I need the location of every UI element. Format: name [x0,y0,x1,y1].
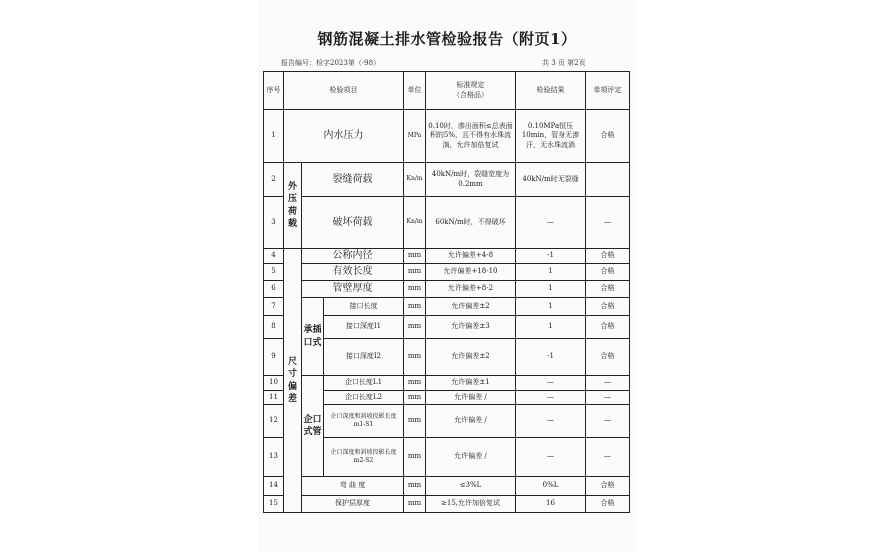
row-item: 内水压力 [284,110,404,163]
header-standard-line2: （合格品） [453,90,488,99]
row-number: 9 [264,339,284,376]
header-verdict: 单项评定 [586,72,630,110]
row-number: 10 [264,376,284,391]
row-unit: MPa [404,110,426,163]
row-result: 1 [516,264,586,281]
row-result: — [516,391,586,405]
row-unit: mm [404,298,426,316]
row-number: 6 [264,281,284,298]
row-verdict: 合格 [586,496,630,513]
row-unit: mm [404,438,426,477]
row-standard: 允许偏差 / [426,391,516,405]
row-number: 8 [264,316,284,339]
row-unit: mm [404,477,426,496]
group-dimension-deviation: 尺寸偏差 [284,249,302,513]
table-row [264,496,630,513]
row-verdict: — [586,391,630,405]
row-number: 4 [264,249,284,264]
row-result: — [516,376,586,391]
row-standard: 允许偏差 / [426,405,516,438]
report-number: 报告编号：检字2023第（-98） [281,59,381,67]
row-verdict [586,163,630,197]
row-result: -1 [516,249,586,264]
table-row [264,110,630,163]
row-item: 接口深度I2 [324,339,404,376]
report-title: 钢筋混凝土排水管检验报告（附页1） [317,30,577,48]
row-number: 3 [264,197,284,249]
row-standard: 允许偏差+4-8 [426,249,516,264]
row-item: 企口深度和斜坡投影长度m1-S1 [324,405,404,438]
row-unit: mm [404,249,426,264]
page-info: 共 3 页 第2页 [542,59,586,67]
row-verdict: — [586,376,630,391]
row-item: 企口长度L2 [324,391,404,405]
header-unit: 单位 [404,72,426,110]
row-standard: 允许偏差+18-10 [426,264,516,281]
row-unit: mm [404,376,426,391]
row-unit: mm [404,339,426,376]
row-verdict: 合格 [586,316,630,339]
row-unit: Kn/m [404,163,426,197]
row-item: 破坏荷载 [302,197,404,249]
row-verdict: 合格 [586,339,630,376]
row-number: 15 [264,496,284,513]
header-seq: 序号 [264,72,284,110]
row-result: 40kN/m时无裂缝 [516,163,586,197]
row-verdict: — [586,405,630,438]
row-unit: mm [404,391,426,405]
row-item: 接口深度I1 [324,316,404,339]
row-result: -1 [516,339,586,376]
row-standard: 允许偏差 / [426,438,516,477]
row-result: — [516,197,586,249]
row-item: 保护层厚度 [302,496,404,513]
row-standard: 允许偏差+8-2 [426,281,516,298]
table-row [264,298,630,316]
row-standard: ≥15,允许加倍复试 [426,496,516,513]
row-result: 1 [516,281,586,298]
row-verdict: — [586,197,630,249]
row-verdict: 合格 [586,110,630,163]
row-result: — [516,405,586,438]
row-standard: ≤3%L [426,477,516,496]
row-item: 管壁厚度 [302,281,404,298]
row-standard: 允许偏差±2 [426,298,516,316]
row-item: 裂缝荷载 [302,163,404,197]
row-result: 16 [516,496,586,513]
row-verdict: 合格 [586,249,630,264]
header-row [264,72,630,110]
group-external-load: 外压荷载 [284,163,302,249]
table-row [264,281,630,298]
row-verdict: 合格 [586,477,630,496]
header-standard [426,72,516,110]
row-number: 13 [264,438,284,477]
row-number: 11 [264,391,284,405]
row-number: 1 [264,110,284,163]
row-verdict: 合格 [586,298,630,316]
row-number: 7 [264,298,284,316]
row-result: 1 [516,316,586,339]
group-notch-type: 企口式管 [302,376,324,477]
table-row [264,249,630,264]
row-number: 2 [264,163,284,197]
table-row [264,376,630,391]
row-verdict: 合格 [586,264,630,281]
row-verdict: 合格 [586,281,630,298]
row-standard: 允许偏差±1 [426,376,516,391]
row-standard: 0.10时，渗出面积≤总表面积的5%，且不得有水珠流淌，允许加倍复试 [426,110,516,163]
group-socket-type: 承插口式 [302,298,324,376]
header-item: 检验项目 [284,72,404,110]
table-row [264,163,630,197]
row-result: 1 [516,298,586,316]
row-unit: mm [404,316,426,339]
row-item: 公称内径 [302,249,404,264]
row-item: 接口长度 [324,298,404,316]
table-row [264,477,630,496]
row-item: 企口深度和斜坡投影长度m2-S2 [324,438,404,477]
row-number: 5 [264,264,284,281]
row-item: 有效长度 [302,264,404,281]
row-unit: mm [404,405,426,438]
row-standard: 允许偏差±3 [426,316,516,339]
row-unit: mm [404,264,426,281]
table-row [264,197,630,249]
row-number: 14 [264,477,284,496]
row-unit: Kn/m [404,197,426,249]
row-unit: mm [404,281,426,298]
row-standard: 允许偏差±2 [426,339,516,376]
header-standard-line1: 标准规定 [456,81,485,90]
table-row [264,264,630,281]
inspection-table [263,71,630,513]
row-result: 0.10MPa恒压10min，管身无渗汗，无水珠流淌 [516,110,586,163]
row-number: 12 [264,405,284,438]
row-unit: mm [404,496,426,513]
row-standard: 60kN/m时，不得破坏 [426,197,516,249]
header-result: 检验结果 [516,72,586,110]
row-item: 企口长度L1 [324,376,404,391]
row-result: 0%L [516,477,586,496]
row-result: — [516,438,586,477]
row-standard: 40kN/m时，裂缝宽度为0.2mm [426,163,516,197]
row-verdict: — [586,438,630,477]
row-item: 弯 曲 度 [302,477,404,496]
